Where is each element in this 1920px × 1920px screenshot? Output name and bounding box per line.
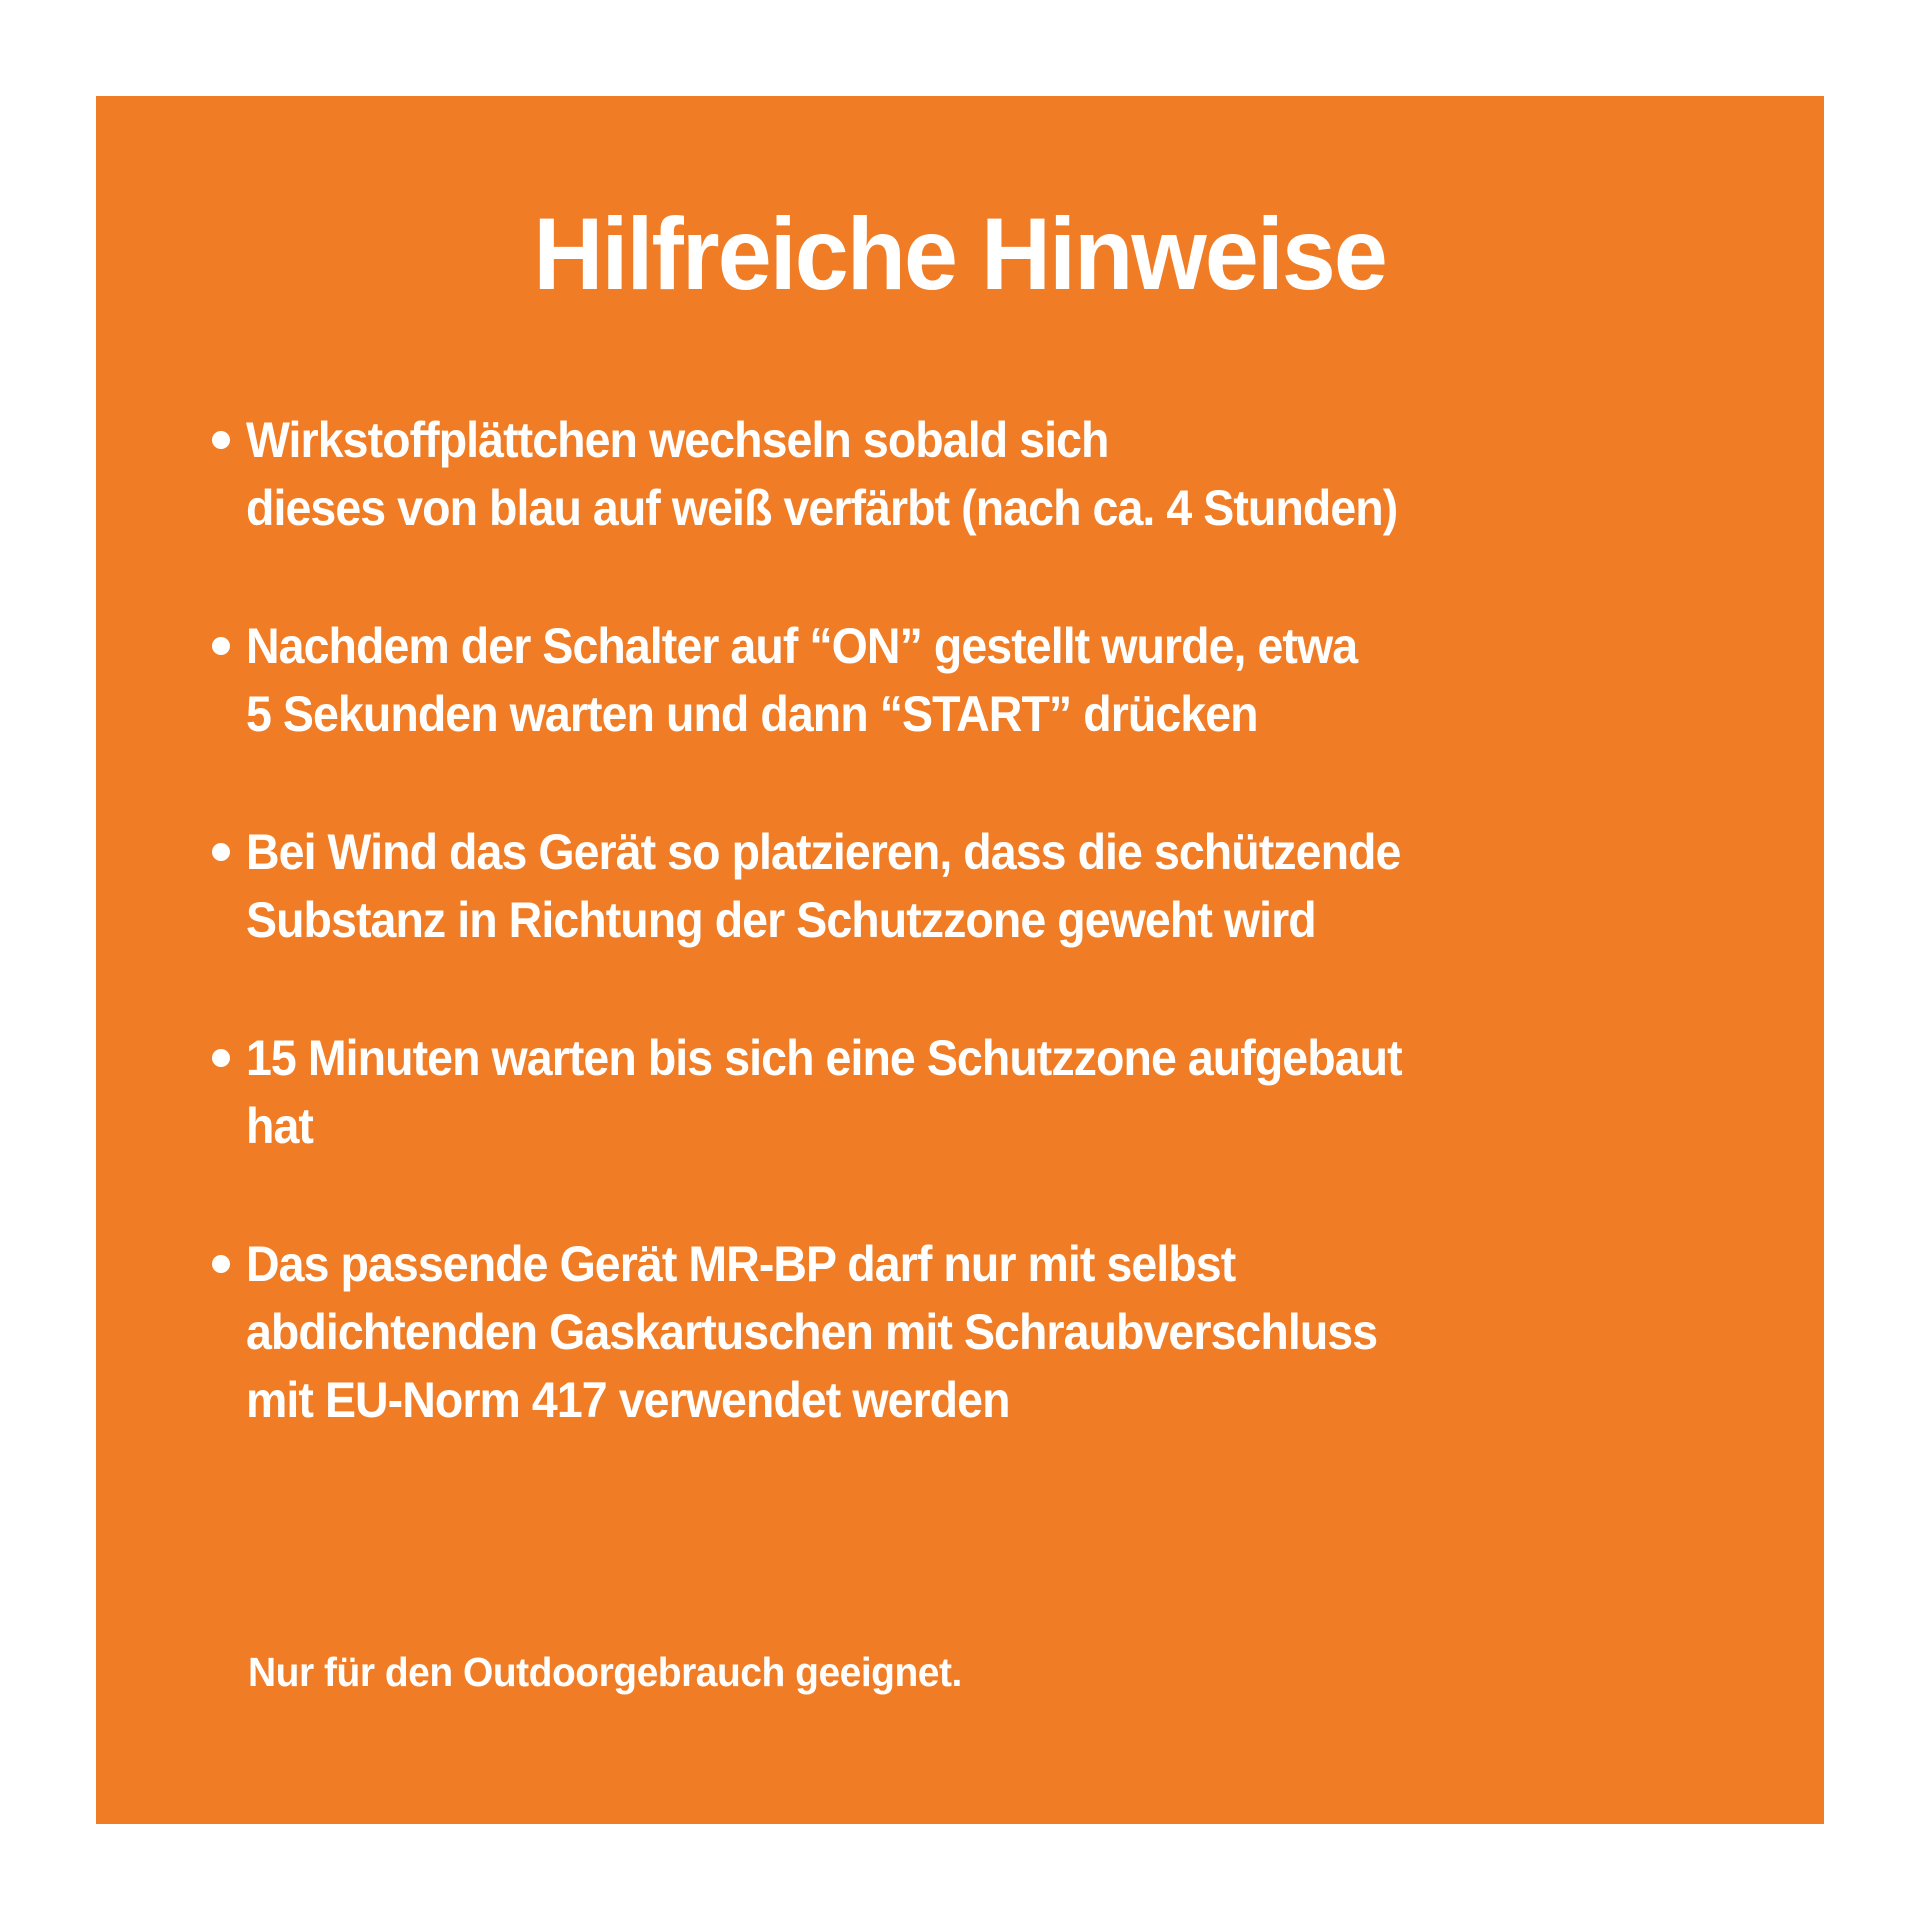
hints-list (246, 406, 1764, 1504)
list-item (246, 612, 1764, 748)
list-item (246, 1024, 1764, 1160)
bullet-line: 5 Sekunden warten und dann “START” drücken (246, 686, 1258, 742)
bullet-line: dieses von blau auf weiß verfärbt (nach ca. 4 Stunden) (246, 480, 1398, 536)
bullet-dot-icon (212, 843, 230, 861)
bullet-dot-icon (212, 1255, 230, 1273)
bullet-line: abdichtenden Gaskartuschen mit Schraubverschluss (246, 1304, 1378, 1360)
bullet-line: hat (246, 1098, 313, 1154)
page-title (96, 196, 1824, 313)
page-title-text: Hilfreiche Hinweise (533, 197, 1387, 311)
list-item (246, 406, 1764, 542)
bullet-line: Das passende Gerät MR-BP darf nur mit selbst (246, 1236, 1236, 1292)
bullet-line: Nachdem der Schalter auf “ON” gestellt wurde, etwa (246, 618, 1358, 674)
bullet-line: Substanz in Richtung der Schutzzone geweht wird (246, 892, 1316, 948)
bullet-dot-icon (212, 431, 230, 449)
footer-note (248, 1648, 999, 1697)
bullet-dot-icon (212, 637, 230, 655)
footer-note-text: Nur für den Outdoorgebrauch geeignet. (248, 1649, 962, 1695)
list-item (246, 818, 1764, 954)
bullet-line: mit EU-Norm 417 verwendet werden (246, 1372, 1010, 1428)
bullet-dot-icon (212, 1049, 230, 1067)
bullet-line: 15 Minuten warten bis sich eine Schutzzone aufgebaut (246, 1030, 1402, 1086)
hints-card (96, 96, 1824, 1824)
list-item (246, 1230, 1764, 1434)
bullet-line: Wirkstoffplättchen wechseln sobald sich (246, 412, 1109, 468)
bullet-line: Bei Wind das Gerät so platzieren, dass die schützende (246, 824, 1401, 880)
